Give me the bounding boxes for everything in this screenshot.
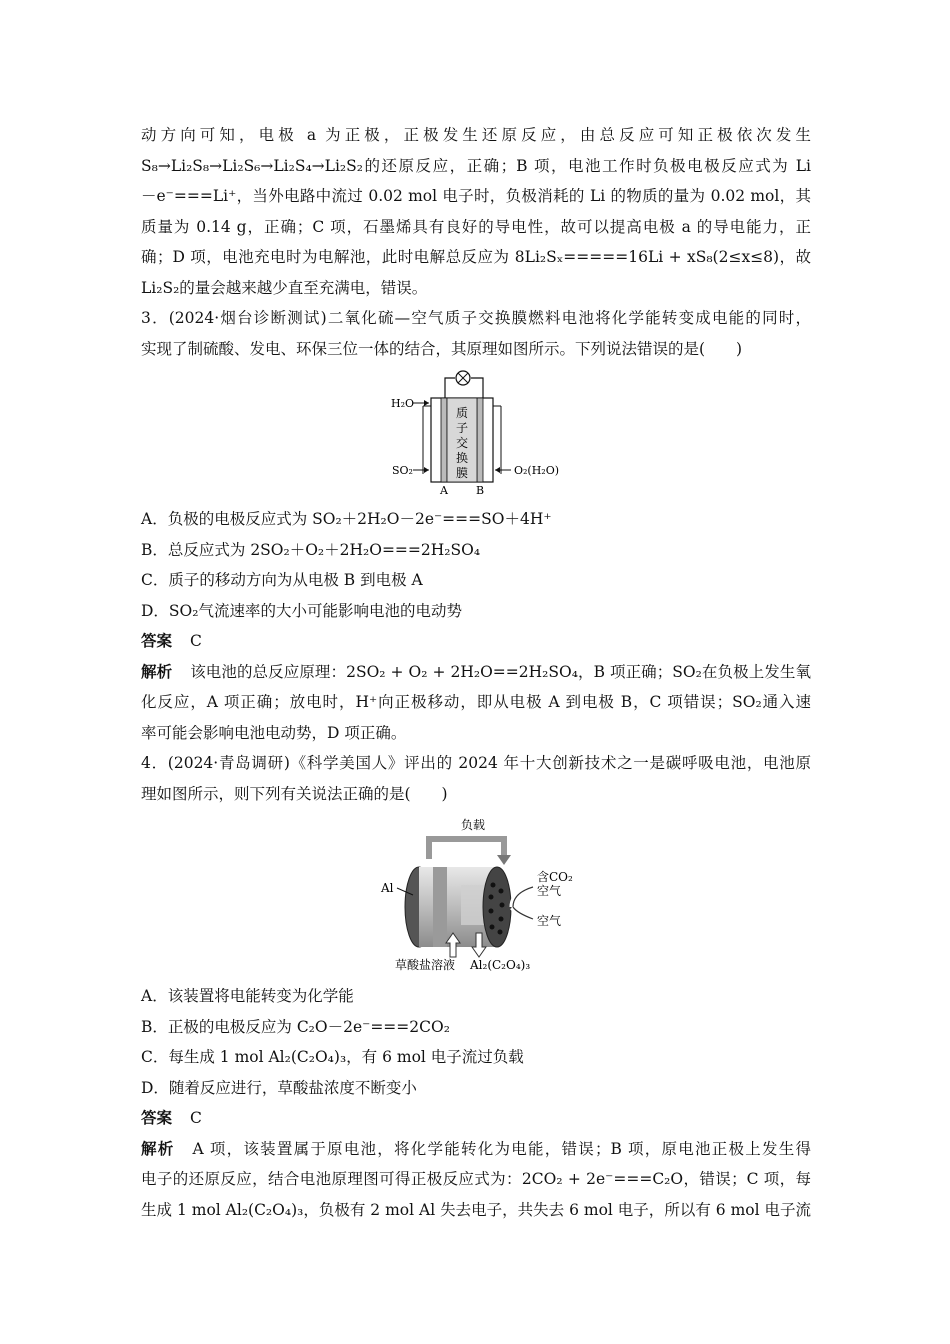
q3-option-d: D．SO₂气流速率的大小可能影响电池的电动势: [141, 601, 462, 620]
answer-label: 答案: [141, 631, 173, 650]
air-label: 空气: [537, 914, 562, 928]
co2-air-label-2: 空气: [537, 884, 562, 898]
q4-option-c: C．每生成 1 mol Al₂(C₂O₄)₃，有 6 mol 电子流过负载: [141, 1048, 524, 1066]
prev-line-3: －e⁻===Li⁺，当外电路中流过 0.02 mol 电子时，负极消耗的 Li 的物质的量为 0.02 mol，其: [141, 187, 811, 205]
prev-line-2: S₈→Li₂S₈→Li₂S₆→Li₂S₄→Li₂S₂的还原反应，正确；B 项，电池工作时负极电极反应式为 Li: [141, 156, 811, 175]
oxalate-label: 草酸盐溶液: [395, 958, 456, 972]
load-label: 负载: [460, 818, 486, 832]
q4-option-a: A．该装置将电能转变为化学能: [141, 987, 354, 1005]
o2-label: O₂(H₂O): [514, 464, 560, 477]
q3-answer: [141, 626, 811, 657]
al-label: Al: [381, 881, 394, 895]
q3-figure: [141, 370, 811, 498]
q3-option-a: A．负极的电极反应式为 SO₂＋2H₂O－2e⁻===SO＋4H⁺: [141, 510, 552, 528]
q4-option-b: B．正极的电极反应为 C₂O－2e⁻===2CO₂: [141, 1017, 450, 1036]
q3-analysis-line-2: 化反应，A 项正确；放电时，H⁺向正极移动，即从电极 A 到电极 B，C 项错误；SO₂通入速: [141, 693, 811, 711]
q3-analysis-line-1: [141, 657, 811, 688]
answer-value: C: [190, 632, 202, 650]
q3-option-c: C．质子的移动方向为从电极 B 到电极 A: [141, 571, 423, 589]
answer-value: C: [190, 1109, 202, 1127]
q4-option-d: D．随着反应进行，草酸盐浓度不断变小: [141, 1078, 417, 1097]
q4-analysis-line-1: [141, 1134, 811, 1165]
q3-analysis-line-3: 率可能会影响电池电动势，D 项正确。: [141, 723, 407, 742]
q3-stem-line-2: 实现了制硫酸、发电、环保三位一体的结合，其原理如图所示。下列说法错误的是( ): [141, 339, 743, 358]
q4-stem-line-1: 4．(2024·青岛调研)《科学美国人》评出的 2024 年十大创新技术之一是碳呼吸电池，电池原: [141, 754, 811, 772]
q4-analysis-line-2: 电子的还原反应，结合电池原理图可得正极反应式为：2CO₂ + 2e⁻===C₂O，错误；C 项，每: [141, 1170, 811, 1188]
analysis-label: 解析: [141, 661, 173, 681]
electrode-b-label: B: [475, 484, 485, 497]
membrane-char-1: 质: [455, 406, 469, 420]
prev-line-1: 动方向可知，电极 a 为正极，正极发生还原反应，由总反应可知正极依次发生: [141, 126, 811, 144]
analysis-label: 解析: [141, 1138, 175, 1158]
page-content: [141, 120, 811, 1225]
h2o-label: H₂O: [391, 397, 415, 410]
q4-stem-line-2: 理如图所示，则下列有关说法正确的是( ): [141, 784, 448, 803]
q3-option-b: B．总反应式为 2SO₂＋O₂＋2H₂O===2H₂SO₄: [141, 540, 481, 559]
prev-line-4: 质量为 0.14 g，正确；C 项，石墨烯具有良好的导电性，故可以提高电极 a 的导电能力，正: [141, 217, 811, 236]
so2-label: SO₂: [392, 464, 413, 477]
membrane-char-4: 换: [455, 451, 469, 465]
prev-line-5: 确；D 项，电池充电时为电解池，此时电解总反应为 8Li₂Sₓ=====16Li + xS₈(2≤x≤8)，故: [141, 248, 811, 266]
q4-analysis-line-3: 生成 1 mol Al₂(C₂O₄)₃，负极有 2 mol Al 失去电子，共失去 6 mol 电子，所以有 6 mol 电子流: [141, 1200, 811, 1219]
carbon-breathing-battery-diagram: [141, 815, 811, 975]
q4-figure: [141, 815, 811, 975]
q3-analysis-text-1: 该电池的总反应原理：2SO₂ + O₂ + 2H₂O==2H₂SO₄，B 项正确；SO₂在负极上发生氧: [190, 662, 811, 681]
membrane-char-2: 子: [455, 421, 469, 435]
electrode-a-label: A: [440, 484, 448, 497]
q3-stem-line-1: 3．(2024·烟台诊断测试)二氧化硫—空气质子交换膜燃料电池将化学能转变成电能的同时，: [141, 309, 811, 327]
prev-line-6: Li₂S₂的量会越来越少直至充满电，错误。: [141, 278, 428, 297]
q4-answer: [141, 1103, 811, 1134]
co2-air-label: 含CO₂: [537, 870, 573, 884]
answer-label: 答案: [141, 1108, 173, 1127]
fuel-cell-diagram: [141, 370, 811, 498]
membrane-char-5: 膜: [455, 466, 469, 480]
membrane-char-3: 交: [455, 436, 469, 450]
q4-analysis-text-1: A 项，该装置属于原电池，将化学能转化为电能，错误；B 项，原电池正极上发生得: [192, 1139, 811, 1158]
product-label: Al₂(C₂O₄)₃: [470, 958, 531, 972]
